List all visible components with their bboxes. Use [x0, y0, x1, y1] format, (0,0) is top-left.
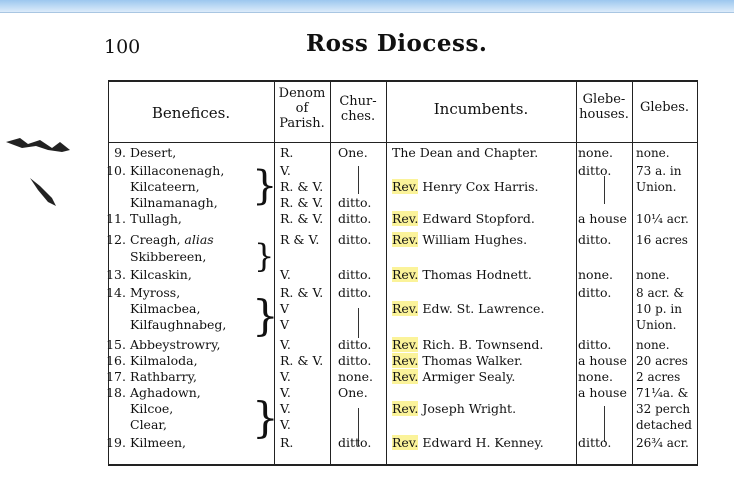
denomination: V.	[280, 267, 291, 282]
rev-prefix: Rev.	[392, 401, 419, 416]
denomination: V.	[280, 385, 291, 400]
churches-value: ditto.	[338, 353, 372, 368]
incumbent-name: The Dean and Chapter.	[392, 145, 539, 160]
churches-value: none.	[338, 369, 373, 384]
incumbent-name: Thomas Hodnett.	[422, 267, 532, 282]
glebe-value: none.	[636, 146, 670, 160]
denomination: V	[280, 317, 290, 332]
denomination: R & V.	[280, 232, 320, 247]
glebe-value: 2 acres	[636, 370, 681, 384]
glebe-value: 20 acres	[636, 354, 688, 368]
glebehouse-value: ditto.	[578, 232, 612, 247]
glebehouse-value: none.	[578, 267, 613, 282]
incumbent	[392, 436, 544, 450]
incumbent	[392, 354, 523, 368]
denomination: R.	[280, 145, 294, 160]
brace: }	[252, 291, 279, 340]
row-number: 18.	[106, 385, 126, 400]
incumbent	[392, 146, 538, 160]
benefice-name: Kilcaskin,	[130, 267, 192, 282]
header-benefices: Benefices.	[151, 104, 231, 122]
benefice-name: Creagh, alias	[130, 232, 214, 247]
denomination: R. & V.	[280, 353, 324, 368]
benefice-name: Kilfaughnabeg,	[130, 317, 227, 332]
denomination: V.	[280, 417, 291, 432]
ditto-rule	[358, 166, 359, 194]
glebehouse-value: ditto.	[578, 163, 612, 178]
incumbent-name: Henry Cox Harris.	[422, 179, 539, 194]
ink-smudge	[0, 120, 90, 210]
denomination: R.	[280, 435, 294, 450]
row-number: 19.	[106, 435, 126, 450]
glebe-value: Union.	[636, 180, 677, 194]
rev-prefix: Rev.	[392, 435, 419, 450]
rev-prefix: Rev.	[392, 337, 419, 352]
incumbent-name: Armiger Sealy.	[422, 369, 516, 384]
incumbent	[392, 233, 527, 247]
col-rule	[632, 80, 633, 465]
glebe-value: none.	[636, 268, 670, 282]
benefice-name: Kilmacbea,	[130, 301, 201, 316]
rev-prefix: Rev.	[392, 267, 419, 282]
glebe-value: Union.	[636, 318, 677, 332]
ditto-rule	[604, 176, 605, 204]
incumbent-name: William Hughes.	[422, 232, 528, 247]
incumbent	[392, 268, 532, 282]
incumbent-name: Edward H. Kenney.	[422, 435, 544, 450]
incumbent-name: Joseph Wright.	[422, 401, 517, 416]
incumbent-name: Edw. St. Lawrence.	[422, 301, 545, 316]
denomination: V.	[280, 337, 291, 352]
rev-prefix: Rev.	[392, 369, 419, 384]
denomination: R. & V.	[280, 195, 324, 210]
glebehouse-value: none.	[578, 369, 613, 384]
glebehouse-value: ditto.	[578, 337, 612, 352]
rev-prefix: Rev.	[392, 353, 419, 368]
benefice-name: Kilcateern,	[130, 179, 200, 194]
incumbent	[392, 338, 543, 352]
header-rule	[108, 142, 698, 143]
col-rule	[697, 80, 698, 465]
header-glebes: Glebes.	[639, 100, 690, 115]
incumbent	[392, 212, 535, 226]
glebe-value: 73 a. in	[636, 164, 682, 178]
header-churches: Chur- ches.	[339, 94, 377, 124]
brace: }	[254, 237, 275, 275]
churches-value: ditto.	[338, 285, 372, 300]
incumbent	[392, 180, 539, 194]
churches-value: One.	[338, 145, 368, 160]
churches-value: ditto.	[338, 435, 372, 450]
row-number: 9.	[114, 145, 126, 160]
brace: }	[252, 393, 279, 442]
benefice-name: Myross,	[130, 285, 181, 300]
benefice-name: Kilnamanagh,	[130, 195, 218, 210]
glebehouse-value: a house	[578, 385, 627, 400]
churches-value: One.	[338, 385, 368, 400]
row-number: 17.	[106, 369, 126, 384]
benefice-name: Kilmaloda,	[130, 353, 198, 368]
viewer-top-bar	[0, 0, 734, 13]
benefice-name: Skibbereen,	[130, 249, 207, 264]
benefice-name: Desert,	[130, 145, 177, 160]
row-number: 16.	[106, 353, 126, 368]
glebe-value: 10¼ acr.	[636, 212, 689, 226]
glebe-value: 8 acr. &	[636, 286, 685, 300]
benefice-name: Clear,	[130, 417, 167, 432]
benefice-name: Killaconenagh,	[130, 163, 225, 178]
table-top-rule	[108, 80, 698, 82]
page-title: Ross Dioceѕs.	[306, 30, 488, 57]
benefice-name: Tullagh,	[130, 211, 182, 226]
denomination: V.	[280, 401, 291, 416]
table-bottom-rule	[108, 464, 698, 466]
benefice-name: Abbeystrowry,	[130, 337, 221, 352]
denomination: R. & V.	[280, 211, 324, 226]
row-number: 15.	[106, 337, 126, 352]
glebehouse-value: none.	[578, 145, 613, 160]
incumbent	[392, 302, 544, 316]
benefice-name: Aghadown,	[130, 385, 201, 400]
row-number: 12.	[106, 232, 126, 247]
glebehouse-value: a house	[578, 353, 627, 368]
header-glebehouses: Glebe- houses.	[579, 92, 629, 122]
brace: }	[252, 163, 278, 209]
denomination: R. & V.	[280, 179, 324, 194]
ditto-rule	[358, 308, 359, 338]
denomination: R. & V.	[280, 285, 324, 300]
glebe-value: 16 acres	[636, 233, 688, 247]
glebe-value: 71¼a. &	[636, 386, 689, 400]
rev-prefix: Rev.	[392, 301, 419, 316]
benefice-name: Kilcoe,	[130, 401, 174, 416]
denomination: V.	[280, 369, 291, 384]
rev-prefix: Rev.	[392, 211, 419, 226]
glebe-value: 26¾ acr.	[636, 436, 689, 450]
col-rule	[386, 80, 387, 465]
churches-value: ditto.	[338, 211, 372, 226]
glebe-value: detached	[636, 418, 692, 432]
incumbent-name: Edward Stopford.	[422, 211, 535, 226]
churches-value: ditto.	[338, 267, 372, 282]
glebehouse-value: a house	[578, 211, 627, 226]
row-number: 10.	[106, 163, 126, 178]
churches-value: ditto.	[338, 195, 372, 210]
row-number: 11.	[106, 211, 126, 226]
col-rule	[330, 80, 331, 465]
rev-prefix: Rev.	[392, 179, 419, 194]
header-denom: Denom of Parish.	[278, 86, 326, 131]
benefice-name: Kilmeen,	[130, 435, 187, 450]
page-number: 100	[104, 36, 141, 58]
header-incumbents: Incumbents.	[433, 100, 529, 118]
col-rule	[576, 80, 577, 465]
benefices-table	[108, 80, 698, 465]
row-number: 13.	[106, 267, 126, 282]
incumbent	[392, 402, 516, 416]
denomination: V.	[280, 163, 291, 178]
row-number: 14.	[106, 285, 126, 300]
incumbent-name: Thomas Walker.	[422, 353, 523, 368]
glebehouse-value: ditto.	[578, 435, 612, 450]
glebe-value: 32 perch	[636, 402, 691, 416]
rev-prefix: Rev.	[392, 232, 419, 247]
churches-value: ditto.	[338, 337, 372, 352]
glebe-value: none.	[636, 338, 670, 352]
benefice-name: Rathbarry,	[130, 369, 198, 384]
glebe-value: 10 p. in	[636, 302, 682, 316]
incumbent	[392, 370, 515, 384]
denomination: V	[280, 301, 290, 316]
glebehouse-value: ditto.	[578, 285, 612, 300]
churches-value: ditto.	[338, 232, 372, 247]
incumbent-name: Rich. B. Townsend.	[422, 337, 544, 352]
